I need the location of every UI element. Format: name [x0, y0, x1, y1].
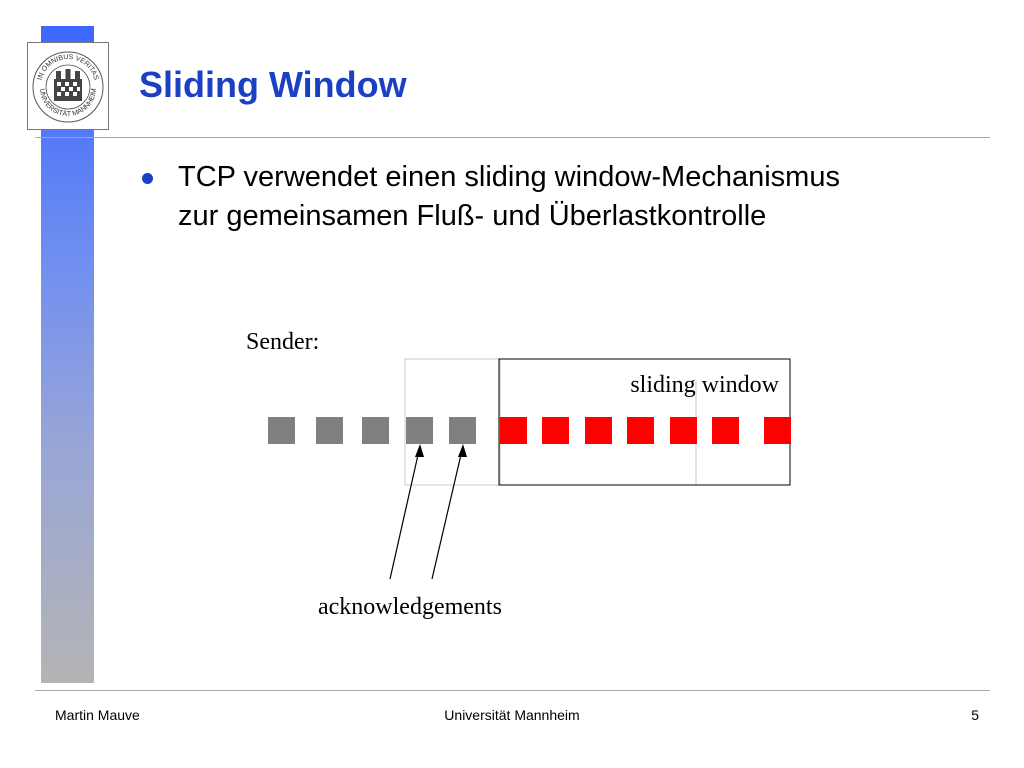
ack-arrowhead-2: [458, 444, 467, 457]
segment-unsent: [500, 417, 527, 444]
sender-label: Sender:: [246, 329, 320, 355]
segment-unsent: [542, 417, 569, 444]
footer-author: Martin Mauve: [55, 707, 140, 723]
segment-unsent: [712, 417, 739, 444]
segment-unsent: [670, 417, 697, 444]
sliding-window-label: sliding window: [630, 372, 779, 398]
segment-acknowledged: [449, 417, 476, 444]
ack-arrowhead-1: [415, 444, 424, 457]
segment-unsent: [585, 417, 612, 444]
footer-page-number: 5: [971, 707, 979, 723]
segment-acknowledged: [362, 417, 389, 444]
footer-institution: Universität Mannheim: [444, 707, 580, 723]
segment-acknowledged: [316, 417, 343, 444]
footer-divider: [35, 690, 990, 691]
segment-acknowledged: [406, 417, 433, 444]
segment-unsent: [627, 417, 654, 444]
bullet-text: TCP verwendet einen sliding window-Mechanismus zur gemeinsamen Fluß- und Überlastkontrolle: [178, 161, 840, 232]
acknowledgements-label: acknowledgements: [318, 594, 502, 620]
slide-title: Sliding Window: [139, 64, 407, 105]
segment-unsent: [764, 417, 791, 444]
seal-text-top: IN OMNIBUS VERITAS: [36, 53, 100, 81]
segment-row: [268, 417, 791, 444]
segment-acknowledged: [268, 417, 295, 444]
seal-text-bottom: UNIVERSITÄT MANNHEIM: [37, 88, 99, 119]
ack-arrow-2: [432, 446, 463, 579]
